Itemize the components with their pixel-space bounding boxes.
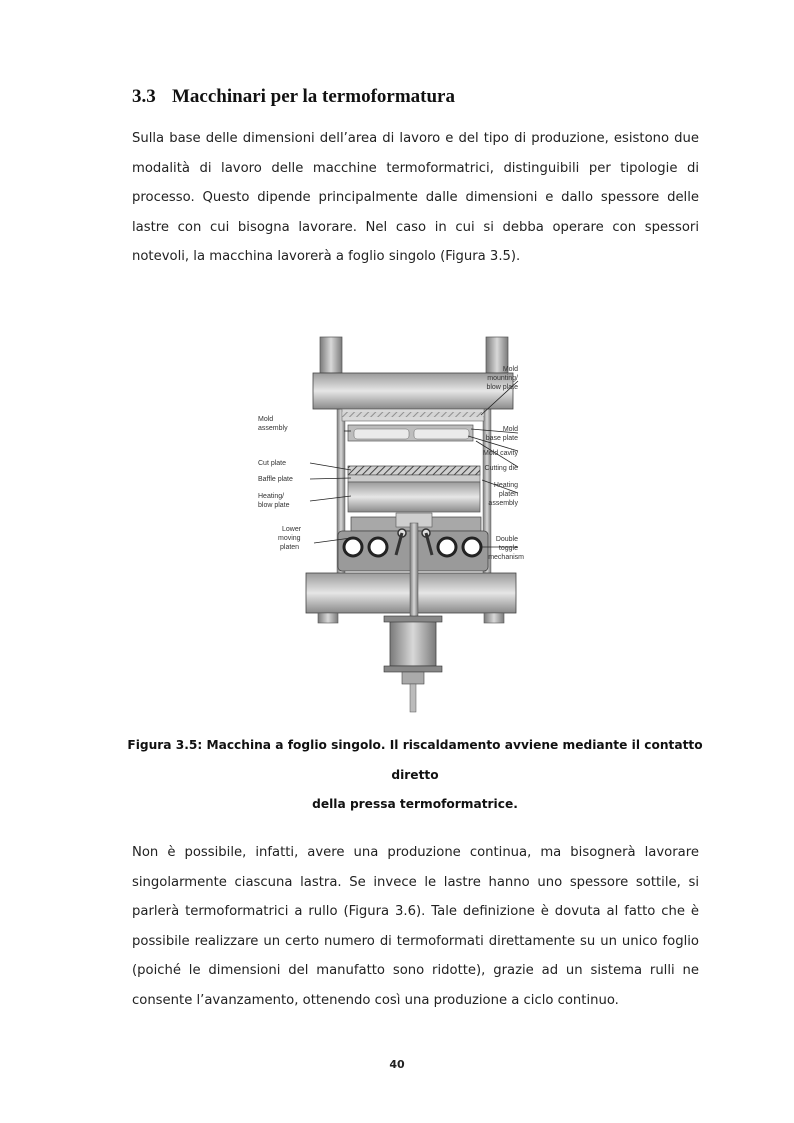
label-double-toggle: toggle bbox=[498, 545, 518, 552]
label-mold-mounting: Mold bbox=[502, 366, 518, 373]
label-mold-assembly: Mold bbox=[258, 416, 274, 423]
section-heading bbox=[132, 86, 455, 108]
label-mold-base: Mold bbox=[502, 426, 518, 433]
label-heating-platen: platen bbox=[498, 491, 518, 498]
label-heating-platen: assembly bbox=[488, 500, 518, 507]
page-number: 40 bbox=[389, 1058, 405, 1071]
caption-line-2: della pressa termoformatrice. bbox=[312, 797, 518, 811]
label-mold-mounting: mounting/ bbox=[487, 375, 518, 382]
section-number: 3.3 bbox=[132, 86, 156, 107]
label-cut-plate: Cut plate bbox=[258, 460, 287, 467]
label-mold-base: base plate bbox=[485, 435, 518, 442]
label-heating-blow: Heating/ bbox=[258, 493, 285, 500]
label-baffle-plate: Baffle plate bbox=[258, 476, 293, 483]
label-mold-assembly: assembly bbox=[258, 425, 288, 432]
label-lower-platen: platen bbox=[280, 544, 300, 551]
label-heating-blow: blow plate bbox=[258, 502, 290, 509]
paragraph-continuation: Non è possibile, infatti, avere una produzione continua, ma bisognerà lavorare singolarmente ciascuna lastra. Se invece le lastre hanno uno spessore sottile, si parlerà termoformatrici a rullo (Figura 3.6). Tale definizione è dovuta al fatto che è possibile realizzare un certo numero di termoformati direttamente su un unico foglio (poiché le dimensioni del manufatto sono ridotte), grazie ad un sistema rulli ne consente l’avanzamento, ottenendo così una produzione a ciclo continuo. bbox=[132, 845, 699, 1008]
paragraph-intro: Sulla base delle dimensioni dell’area di lavoro e del tipo di produzione, esistono due modalità di lavoro delle macchine termoformatrici, distinguibili per tipologie di processo. Questo dipende principalmente dalle dimensioni e dallo spessore delle lastre con cui bisogna lavorare. Nel caso in cui si debba operare con spessori notevoli, la macchina lavorerà a foglio singolo (Figura 3.5). bbox=[132, 131, 699, 264]
label-cutting-die: Cutting die bbox=[484, 465, 518, 472]
section-title: Macchinari per la termoformatura bbox=[172, 86, 455, 107]
label-mold-cavity: Mold cavity bbox=[482, 450, 518, 457]
caption-line-1: Figura 3.5: Macchina a foglio singolo. Il riscaldamento avviene mediante il contatto diretto bbox=[127, 738, 703, 782]
label-double-toggle: mechanism bbox=[488, 554, 524, 561]
label-lower-platen: moving bbox=[278, 535, 301, 542]
label-double-toggle: Double bbox=[495, 536, 518, 543]
label-mold-mounting: blow plate bbox=[486, 384, 518, 391]
figure-single-sheet-machine bbox=[256, 333, 532, 716]
label-heating-platen: Heating bbox=[493, 482, 518, 489]
label-lower-platen: Lower bbox=[282, 526, 302, 533]
figure-caption bbox=[120, 731, 710, 820]
diagram-labels bbox=[256, 333, 532, 716]
